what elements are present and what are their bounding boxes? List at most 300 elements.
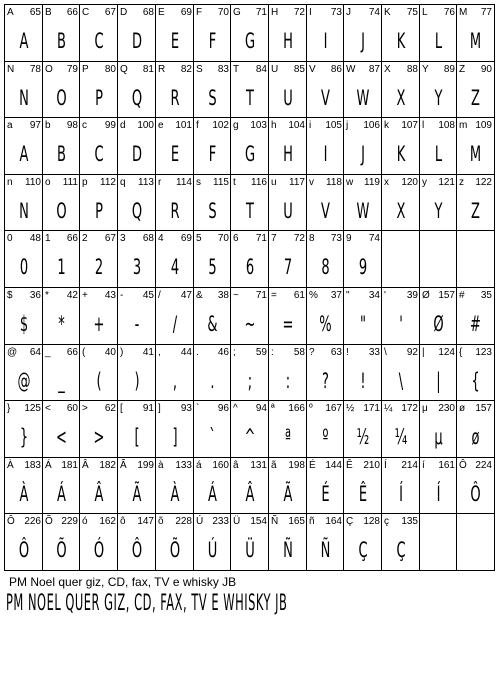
- glyph-code-label: 62: [104, 403, 116, 414]
- glyph-preview: %: [319, 312, 332, 336]
- glyph-char-label: z: [459, 177, 464, 188]
- glyph-code-label: 80: [104, 64, 116, 75]
- glyph-char-label: [: [120, 403, 123, 414]
- glyph-cell: [155, 400, 194, 458]
- glyph-preview: 6: [245, 255, 255, 279]
- glyph-code-label: 106: [363, 120, 380, 131]
- glyph-preview: Ñ: [320, 537, 331, 562]
- empty-cell: [419, 230, 457, 288]
- glyph-label: [120, 346, 154, 360]
- glyph-label: [45, 515, 78, 529]
- glyph-cell: [42, 117, 80, 175]
- glyph-char-label: :: [271, 347, 274, 358]
- glyph-code-label: 46: [217, 347, 229, 358]
- glyph-code-label: 100: [137, 120, 154, 131]
- glyph-label: [120, 119, 154, 133]
- glyph-cell: [193, 4, 231, 62]
- glyph-preview: B: [57, 142, 66, 166]
- glyph-preview: À: [170, 481, 180, 506]
- glyph-label: [271, 63, 305, 77]
- sample-text-plain: PM Noel quer giz, CD, fax, TV e whisky JB: [9, 575, 237, 589]
- glyph-char-label: w: [346, 177, 354, 188]
- glyph-code-label: 71: [255, 290, 267, 301]
- glyph-char-label: r: [158, 177, 162, 188]
- glyph-label: [346, 232, 380, 246]
- glyph-char-label: 8: [309, 233, 315, 244]
- glyph-preview: H: [283, 29, 293, 53]
- glyph-preview: {: [471, 368, 480, 393]
- glyph-code-label: 124: [438, 347, 455, 358]
- glyph-cell: [456, 457, 495, 514]
- glyph-code-label: 164: [325, 516, 342, 527]
- glyph-cell: [306, 4, 344, 62]
- glyph-preview: :: [285, 368, 291, 393]
- glyph-cell: [4, 174, 43, 231]
- glyph-preview: º: [322, 425, 329, 449]
- glyph-cell: [268, 117, 307, 175]
- glyph-cell: [268, 344, 307, 401]
- glyph-char-label: Í: [384, 460, 387, 471]
- glyph-preview: B: [57, 29, 66, 53]
- glyph-cell: [343, 287, 382, 345]
- glyph-label: [346, 459, 380, 473]
- glyph-preview: 3: [132, 255, 142, 279]
- glyph-cell: [456, 287, 495, 345]
- glyph-char-label: º: [309, 403, 313, 414]
- glyph-char-label: O: [45, 64, 53, 75]
- glyph-code-label: 233: [212, 516, 229, 527]
- glyph-char-label: M: [459, 7, 468, 18]
- glyph-preview: Ü: [245, 537, 255, 562]
- glyph-preview: |: [436, 368, 441, 393]
- glyph-char-label: ^: [233, 403, 238, 414]
- glyph-code-label: 66: [66, 347, 78, 358]
- glyph-label: [158, 119, 192, 133]
- glyph-char-label: ø: [459, 403, 466, 414]
- glyph-label: [233, 459, 267, 473]
- glyph-preview: *: [58, 312, 65, 336]
- glyph-code-label: 123: [475, 347, 492, 358]
- glyph-code-label: 76: [443, 7, 455, 18]
- glyph-cell: [419, 457, 457, 514]
- glyph-cell: [419, 4, 457, 62]
- glyph-cell: [268, 230, 307, 288]
- glyph-cell: [155, 4, 194, 62]
- glyph-code-label: 228: [175, 516, 192, 527]
- glyph-label: [45, 346, 78, 360]
- glyph-char-label: Z: [459, 64, 466, 75]
- glyph-label: [309, 289, 342, 303]
- glyph-code-label: 214: [401, 460, 418, 471]
- glyph-code-label: 90: [480, 64, 492, 75]
- glyph-code-label: 66: [66, 233, 78, 244]
- glyph-cell: [456, 344, 495, 401]
- glyph-code-label: 98: [66, 120, 78, 131]
- glyph-cell: [306, 230, 344, 288]
- glyph-code-label: 94: [255, 403, 267, 414]
- glyph-label: [309, 515, 342, 529]
- glyph-code-label: 125: [24, 403, 41, 414]
- glyph-preview: D: [131, 142, 143, 166]
- glyph-label: [7, 515, 41, 529]
- glyph-label: [233, 402, 267, 416]
- glyph-char-label: W: [346, 64, 356, 75]
- glyph-label: [271, 289, 305, 303]
- glyph-label: [309, 459, 342, 473]
- glyph-cell: [42, 287, 80, 345]
- glyph-preview: Y: [434, 85, 443, 110]
- glyph-cell: [419, 174, 457, 231]
- glyph-label: [346, 346, 380, 360]
- empty-cell: [381, 230, 420, 288]
- glyph-label: [346, 402, 380, 416]
- glyph-code-label: 101: [175, 120, 192, 131]
- glyph-char-label: e: [158, 120, 164, 131]
- glyph-cell: [193, 400, 231, 458]
- glyph-preview: ½: [356, 425, 370, 449]
- glyph-char-label: X: [384, 64, 391, 75]
- glyph-char-label: J: [346, 7, 351, 18]
- glyph-preview: S: [208, 198, 217, 223]
- glyph-cell: [117, 287, 156, 345]
- glyph-char-label: Ñ: [271, 516, 279, 527]
- glyph-cell: [193, 61, 231, 118]
- glyph-code-label: 35: [480, 290, 492, 301]
- glyph-code-label: 91: [142, 403, 154, 414]
- glyph-char-label: ó: [82, 516, 88, 527]
- glyph-cell: [4, 117, 43, 175]
- glyph-char-label: s: [196, 177, 201, 188]
- glyph-code-label: 47: [180, 290, 192, 301]
- glyph-label: [271, 232, 305, 246]
- glyph-char-label: 7: [271, 233, 277, 244]
- glyph-label: [196, 63, 229, 77]
- glyph-char-label: /: [158, 290, 161, 301]
- glyph-cell: [42, 61, 80, 118]
- glyph-preview: ~: [244, 312, 256, 336]
- glyph-label: [196, 119, 229, 133]
- glyph-preview: $: [19, 312, 29, 336]
- glyph-label: [45, 176, 78, 190]
- glyph-cell: [230, 4, 269, 62]
- glyph-char-label: ?: [309, 347, 315, 358]
- glyph-char-label: Y: [422, 64, 429, 75]
- glyph-preview: Ç: [358, 537, 368, 562]
- glyph-code-label: 92: [406, 347, 418, 358]
- glyph-preview: Ú: [207, 537, 218, 562]
- glyph-preview: Ê: [358, 481, 368, 506]
- glyph-cell: [4, 344, 43, 401]
- glyph-preview: O: [56, 85, 67, 110]
- glyph-code-label: 75: [406, 7, 418, 18]
- glyph-label: [384, 6, 418, 20]
- glyph-preview: ø: [471, 425, 480, 449]
- glyph-label: [384, 63, 418, 77]
- glyph-code-label: 78: [29, 64, 41, 75]
- glyph-char-label: ¼: [384, 403, 393, 414]
- glyph-cell: [193, 174, 231, 231]
- glyph-preview: 1: [57, 255, 66, 279]
- glyph-label: [45, 289, 78, 303]
- glyph-code-label: 108: [438, 120, 455, 131]
- glyph-label: [120, 402, 154, 416]
- glyph-label: [7, 232, 41, 246]
- glyph-preview: _: [58, 368, 65, 393]
- glyph-preview: Ó: [93, 537, 105, 562]
- glyph-label: [120, 176, 154, 190]
- glyph-cell: [155, 174, 194, 231]
- glyph-code-label: 115: [213, 177, 229, 188]
- glyph-cell: [117, 117, 156, 175]
- glyph-code-label: 77: [480, 7, 492, 18]
- glyph-preview: P: [95, 198, 103, 223]
- glyph-cell: [79, 4, 118, 62]
- glyph-cell: [268, 400, 307, 458]
- glyph-char-label: ,: [158, 347, 161, 358]
- glyph-char-label: @: [7, 347, 18, 358]
- glyph-label: [120, 6, 154, 20]
- empty-cell: [419, 513, 457, 571]
- glyph-label: [45, 402, 78, 416]
- glyph-code-label: 99: [104, 120, 116, 131]
- glyph-preview: F: [208, 29, 217, 53]
- glyph-label: [384, 346, 418, 360]
- glyph-code-label: 67: [104, 7, 116, 18]
- glyph-cell: [456, 61, 495, 118]
- glyph-label: [196, 6, 229, 20]
- glyph-label: [7, 119, 41, 133]
- glyph-char-label: S: [196, 64, 203, 75]
- glyph-cell: [268, 457, 307, 514]
- glyph-cell: [419, 287, 457, 345]
- glyph-char-label: P: [82, 64, 89, 75]
- glyph-cell: [193, 457, 231, 514]
- glyph-preview: V: [321, 85, 330, 110]
- glyph-label: [158, 63, 192, 77]
- glyph-char-label: 2: [82, 233, 88, 244]
- glyph-cell: [306, 287, 344, 345]
- glyph-code-label: 131: [250, 460, 267, 471]
- glyph-preview: L: [434, 29, 443, 53]
- glyph-char-label: 0: [7, 233, 13, 244]
- glyph-preview: W: [356, 198, 370, 223]
- glyph-preview: M: [469, 142, 482, 166]
- glyph-cell: [343, 4, 382, 62]
- glyph-label: [346, 63, 380, 77]
- glyph-char-label: \: [384, 347, 387, 358]
- glyph-preview: Á: [208, 481, 217, 506]
- glyph-code-label: 63: [330, 347, 342, 358]
- glyph-code-label: 69: [180, 7, 192, 18]
- glyph-preview: ]: [172, 425, 178, 449]
- glyph-char-label: 1: [45, 233, 51, 244]
- glyph-preview: <: [56, 425, 67, 449]
- glyph-preview: A: [19, 142, 29, 166]
- glyph-preview: !: [360, 368, 366, 393]
- glyph-cell: [79, 513, 118, 571]
- glyph-char-label: g: [233, 120, 239, 131]
- glyph-cell: [155, 457, 194, 514]
- glyph-cell: [79, 344, 118, 401]
- glyph-char-label: `: [196, 403, 200, 414]
- glyph-code-label: 61: [293, 290, 305, 301]
- glyph-preview: Í: [399, 481, 403, 506]
- glyph-label: [459, 176, 492, 190]
- glyph-preview: S: [208, 85, 217, 110]
- glyph-preview: ): [134, 368, 140, 393]
- glyph-char-label: ½: [346, 403, 355, 414]
- glyph-code-label: 102: [212, 120, 229, 131]
- glyph-label: [459, 119, 492, 133]
- glyph-char-label: ª: [271, 403, 275, 414]
- glyph-cell: [193, 230, 231, 288]
- glyph-preview: (: [96, 368, 102, 393]
- glyph-code-label: 86: [330, 64, 342, 75]
- glyph-code-label: 144: [325, 460, 342, 471]
- glyph-label: [271, 346, 305, 360]
- glyph-cell: [117, 4, 156, 62]
- glyph-code-label: 72: [293, 7, 305, 18]
- glyph-cell: [117, 174, 156, 231]
- glyph-code-label: 114: [176, 177, 192, 188]
- glyph-char-label: A: [7, 7, 14, 18]
- glyph-char-label: ~: [233, 290, 239, 301]
- glyph-code-label: 103: [250, 120, 267, 131]
- glyph-code-label: 183: [24, 460, 41, 471]
- glyph-label: [158, 346, 192, 360]
- glyph-code-label: 74: [368, 233, 380, 244]
- glyph-label: [309, 119, 342, 133]
- glyph-cell: [268, 287, 307, 345]
- glyph-code-label: 66: [66, 7, 78, 18]
- glyph-preview: I: [323, 142, 328, 166]
- glyph-preview: Q: [131, 198, 143, 223]
- glyph-preview: M: [469, 29, 482, 53]
- glyph-char-label: ô: [120, 516, 126, 527]
- glyph-cell: [381, 344, 420, 401]
- glyph-char-label: K: [384, 7, 391, 18]
- glyph-code-label: 198: [288, 460, 305, 471]
- glyph-label: [384, 515, 418, 529]
- glyph-label: [7, 63, 41, 77]
- glyph-preview: X: [396, 85, 406, 110]
- glyph-preview: Ç: [396, 537, 406, 562]
- glyph-preview: N: [19, 198, 29, 223]
- glyph-code-label: 81: [142, 64, 154, 75]
- glyph-cell: [230, 344, 269, 401]
- glyph-code-label: 67: [104, 233, 116, 244]
- glyph-preview: ': [399, 312, 403, 336]
- glyph-cell: [456, 400, 495, 458]
- glyph-char-label: V: [309, 64, 316, 75]
- glyph-label: [309, 232, 342, 246]
- glyph-label: [233, 289, 267, 303]
- glyph-cell: [155, 287, 194, 345]
- glyph-char-label: k: [384, 120, 389, 131]
- glyph-char-label: v: [309, 177, 314, 188]
- glyph-preview: @: [17, 368, 31, 393]
- glyph-label: [45, 6, 78, 20]
- glyph-preview: Ô: [18, 537, 30, 562]
- glyph-code-label: 122: [475, 177, 492, 188]
- glyph-code-label: 93: [180, 403, 192, 414]
- glyph-cell: [306, 174, 344, 231]
- glyph-cell: [343, 117, 382, 175]
- glyph-char-label: μ: [422, 403, 428, 414]
- glyph-code-label: 210: [363, 460, 380, 471]
- glyph-cell: [381, 61, 420, 118]
- glyph-code-label: 37: [330, 290, 342, 301]
- glyph-cell: [42, 4, 80, 62]
- glyph-preview: 8: [321, 255, 330, 279]
- glyph-cell: [381, 174, 420, 231]
- glyph-cell: [42, 457, 80, 514]
- glyph-char-label: !: [346, 347, 349, 358]
- glyph-label: [120, 289, 154, 303]
- glyph-cell: [79, 400, 118, 458]
- glyph-label: [233, 515, 267, 529]
- glyph-code-label: 68: [142, 7, 154, 18]
- glyph-label: [233, 6, 267, 20]
- glyph-char-label: D: [120, 7, 128, 18]
- glyph-code-label: 87: [368, 64, 380, 75]
- glyph-cell: [419, 400, 457, 458]
- glyph-preview: Ô: [131, 537, 143, 562]
- glyph-char-label: Ô: [7, 516, 15, 527]
- glyph-code-label: 45: [142, 290, 154, 301]
- glyph-code-label: 162: [99, 516, 116, 527]
- glyph-char-label: ': [384, 290, 386, 301]
- glyph-char-label: É: [309, 460, 316, 471]
- glyph-label: [158, 176, 192, 190]
- glyph-char-label: Ç: [346, 516, 354, 527]
- glyph-char-label: F: [196, 7, 203, 18]
- glyph-label: [158, 459, 192, 473]
- glyph-cell: [381, 400, 420, 458]
- glyph-cell: [117, 400, 156, 458]
- glyph-label: [271, 176, 305, 190]
- glyph-cell: [4, 287, 43, 345]
- glyph-code-label: 74: [368, 7, 380, 18]
- glyph-preview: Í: [436, 481, 441, 506]
- glyph-preview: ?: [322, 368, 329, 393]
- glyph-cell: [268, 174, 307, 231]
- glyph-char-label: ;: [233, 347, 236, 358]
- glyph-preview: Ø: [433, 312, 444, 336]
- glyph-char-label: ): [120, 347, 124, 358]
- glyph-label: [422, 346, 455, 360]
- glyph-code-label: 171: [363, 403, 380, 414]
- sample-text-font-preview: PM NOEL QUER GIZ, CD, FAX, TV E WHISKY JB: [6, 591, 288, 616]
- glyph-cell: [230, 230, 269, 288]
- glyph-label: [45, 119, 78, 133]
- glyph-preview: H: [283, 142, 293, 166]
- glyph-cell: [4, 230, 43, 288]
- glyph-cell: [306, 400, 344, 458]
- glyph-char-label: o: [45, 177, 51, 188]
- glyph-preview: \: [398, 368, 404, 393]
- glyph-code-label: 107: [401, 120, 418, 131]
- glyph-char-label: 3: [120, 233, 126, 244]
- glyph-code-label: 70: [217, 7, 229, 18]
- glyph-cell: [230, 287, 269, 345]
- glyph-label: [45, 459, 78, 473]
- glyph-code-label: 34: [368, 290, 380, 301]
- glyph-cell: [268, 61, 307, 118]
- glyph-char-label: õ: [158, 516, 164, 527]
- glyph-code-label: 105: [325, 120, 342, 131]
- glyph-char-label: n: [7, 177, 13, 188]
